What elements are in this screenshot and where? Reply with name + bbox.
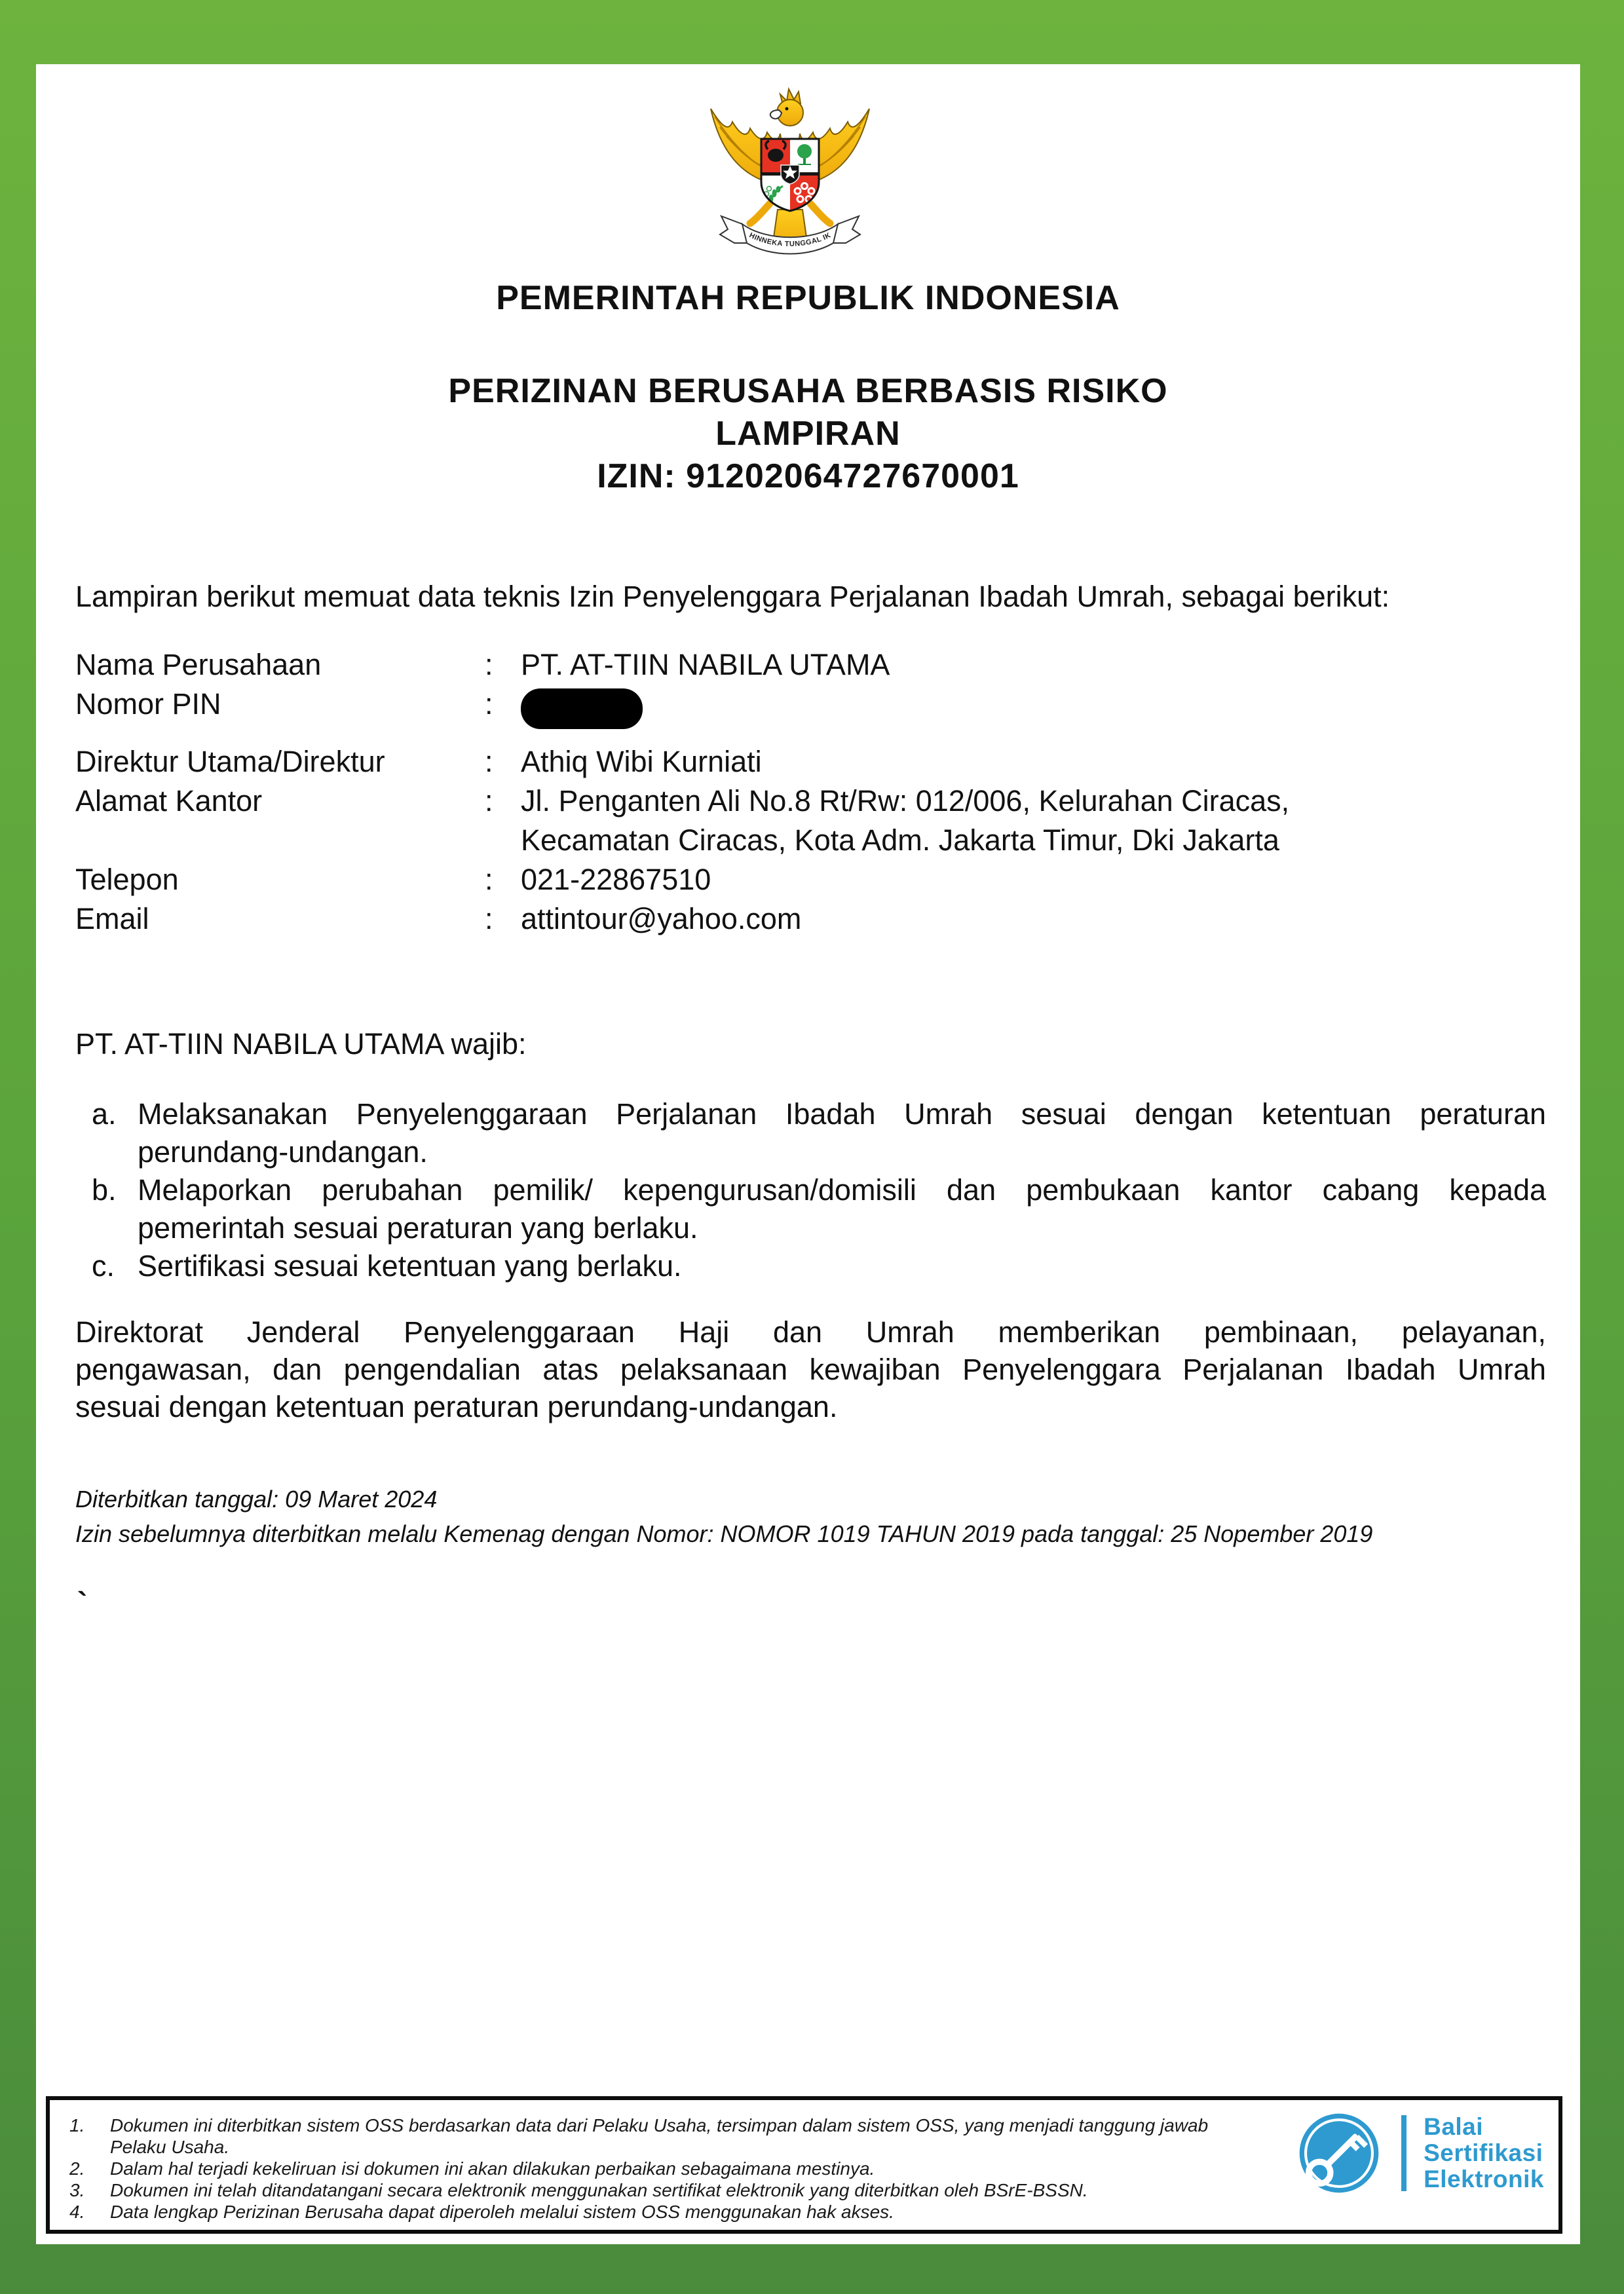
list-marker: a. <box>92 1097 117 1131</box>
field-row-nomor-pin <box>75 685 1556 742</box>
obligation-text <box>138 1247 1546 1285</box>
footer-note-2 <box>69 2158 1367 2179</box>
address-line2: Kecamatan Ciracas, Kota Adm. Jakarta Timur, Dki Jakarta <box>521 823 1279 857</box>
closing-paragraph <box>75 1313 1546 1425</box>
bse-logo-line3: Elektronik <box>1424 2166 1544 2192</box>
logo-divider <box>1401 2115 1407 2191</box>
obligations-heading: PT. AT-TIIN NABILA UTAMA wajib: <box>75 1027 527 1061</box>
technical-data-fields <box>75 645 1556 939</box>
bse-logo <box>1296 2111 1544 2196</box>
obligation-text <box>138 1171 1546 1247</box>
note-line: Dokumen ini telah ditandatangani secara elektronik menggunakan sertifikat elektronik yang diterbitkan oleh BSrE-BSSN. <box>110 2180 1088 2200</box>
obligation-line: Melaksanakan Penyelenggaraan Perjalanan Ibadah Umrah sesuai dengan ketentuan peraturan <box>138 1097 1546 1131</box>
bse-logo-line1: Balai <box>1424 2113 1484 2140</box>
field-row-alamat-kantor <box>75 781 1556 860</box>
note-text <box>110 2179 1367 2201</box>
document-title-block <box>36 370 1580 498</box>
footer-note-4 <box>69 2201 1367 2223</box>
field-separator: : <box>485 687 493 721</box>
footer-note-3 <box>69 2179 1367 2201</box>
field-value: 021-22867510 <box>521 863 711 896</box>
obligation-text <box>138 1095 1546 1171</box>
field-value: Athiq Wibi Kurniati <box>521 745 762 778</box>
note-line: Pelaku Usaha. <box>110 2137 230 2157</box>
field-label: Email <box>75 902 149 935</box>
key-icon <box>1296 2111 1382 2196</box>
garuda-right-leg <box>810 204 830 223</box>
issuance-info <box>75 1482 1556 1551</box>
obligation-line: perundang-undangan. <box>138 1135 428 1169</box>
government-title: PEMERINTAH REPUBLIK INDONESIA <box>496 279 1120 317</box>
redacted-pin-value <box>521 688 643 729</box>
stray-backtick: ` <box>77 1586 88 1620</box>
field-row-telepon <box>75 860 1556 899</box>
note-number: 3. <box>69 2180 85 2200</box>
address-line1: Jl. Penganten Ali No.8 Rt/Rw: 012/006, Kelurahan Ciracas, <box>521 784 1290 818</box>
garuda-pancasila-emblem <box>701 65 876 255</box>
obligation-item-c <box>75 1247 1556 1285</box>
field-separator: : <box>485 745 493 778</box>
note-number: 2. <box>69 2158 85 2179</box>
list-marker: b. <box>92 1173 117 1207</box>
document-title-line1: PERIZINAN BERUSAHA BERBASIS RISIKO <box>448 372 1168 410</box>
closing-line: pengawasan, dan pengendalian atas pelaksanaan kewajiban Penyelenggara Perjalanan Ibadah Umrah <box>75 1353 1546 1386</box>
issued-date-line: Diterbitkan tanggal: 09 Maret 2024 <box>75 1486 438 1513</box>
izin-number-line: IZIN: 91202064727670001 <box>597 457 1019 495</box>
field-row-nama-perusahaan <box>75 645 1556 685</box>
obligation-line: Melaporkan perubahan pemilik/ kepengurusan/domisili dan pembukaan kantor cabang kepada <box>138 1173 1546 1207</box>
footer-notes-box <box>46 2096 1562 2234</box>
note-line: Dalam hal terjadi kekeliruan isi dokumen ini akan dilakukan perbaikan sebagaimana mestinya. <box>110 2158 875 2179</box>
footer-notes-list <box>69 2115 1367 2223</box>
field-separator: : <box>485 902 493 935</box>
field-label: Telepon <box>75 863 179 896</box>
previous-license-line: Izin sebelumnya diterbitkan melalu Kemenag dengan Nomor: NOMOR 1019 TAHUN 2019 pada tanggal: 25 Nopember 2019 <box>75 1520 1373 1547</box>
field-label: Nama Perusahaan <box>75 648 322 681</box>
document-title-line2: LAMPIRAN <box>715 415 901 453</box>
field-row-direktur <box>75 742 1556 781</box>
field-label: Nomor PIN <box>75 687 221 721</box>
field-label: Direktur Utama/Direktur <box>75 745 385 778</box>
field-label: Alamat Kantor <box>75 784 263 818</box>
obligation-item-b <box>75 1171 1556 1247</box>
garuda-head <box>770 89 803 126</box>
note-number: 1. <box>69 2115 85 2135</box>
note-number: 4. <box>69 2202 85 2222</box>
intro-paragraph: Lampiran berikut memuat data teknis Izin Penyelenggara Perjalanan Ibadah Umrah, sebagai berikut: <box>75 580 1390 613</box>
field-value: attintour@yahoo.com <box>521 902 802 935</box>
field-separator: : <box>485 863 493 896</box>
obligation-item-a <box>75 1095 1556 1171</box>
note-line: Dokumen ini diterbitkan sistem OSS berdasarkan data dari Pelaku Usaha, tersimpan dalam sistem OSS, yang menjadi tanggung jawab <box>110 2115 1209 2135</box>
closing-line: Direktorat Jenderal Penyelenggaraan Haji dan Umrah memberikan pembinaan, pelayanan, <box>75 1315 1546 1349</box>
bse-logo-text <box>1424 2114 1544 2192</box>
document-sheet <box>36 64 1580 2244</box>
note-text <box>110 2115 1367 2158</box>
field-value <box>521 781 1556 860</box>
field-row-email <box>75 899 1556 939</box>
garuda-left-leg <box>750 204 770 223</box>
field-separator: : <box>485 784 493 818</box>
note-text <box>110 2158 1367 2179</box>
list-marker: c. <box>92 1249 115 1283</box>
ribbon-motto-text: BHINNEKA TUNGGAL IKA <box>701 65 833 248</box>
bse-logo-line2: Sertifikasi <box>1424 2139 1543 2166</box>
note-line: Data lengkap Perizinan Berusaha dapat diperoleh melalui sistem OSS menggunakan hak akses. <box>110 2202 894 2222</box>
field-separator: : <box>485 648 493 681</box>
note-text <box>110 2201 1367 2223</box>
obligations-list <box>75 1095 1556 1285</box>
field-value: PT. AT-TIIN NABILA UTAMA <box>521 648 890 681</box>
obligation-line: Sertifikasi sesuai ketentuan yang berlaku. <box>138 1249 682 1283</box>
footer-note-1 <box>69 2115 1367 2158</box>
closing-line: sesuai dengan ketentuan peraturan perundang-undangan. <box>75 1390 838 1423</box>
field-value <box>521 685 1556 729</box>
obligation-line: pemerintah sesuai peraturan yang berlaku. <box>138 1211 698 1245</box>
